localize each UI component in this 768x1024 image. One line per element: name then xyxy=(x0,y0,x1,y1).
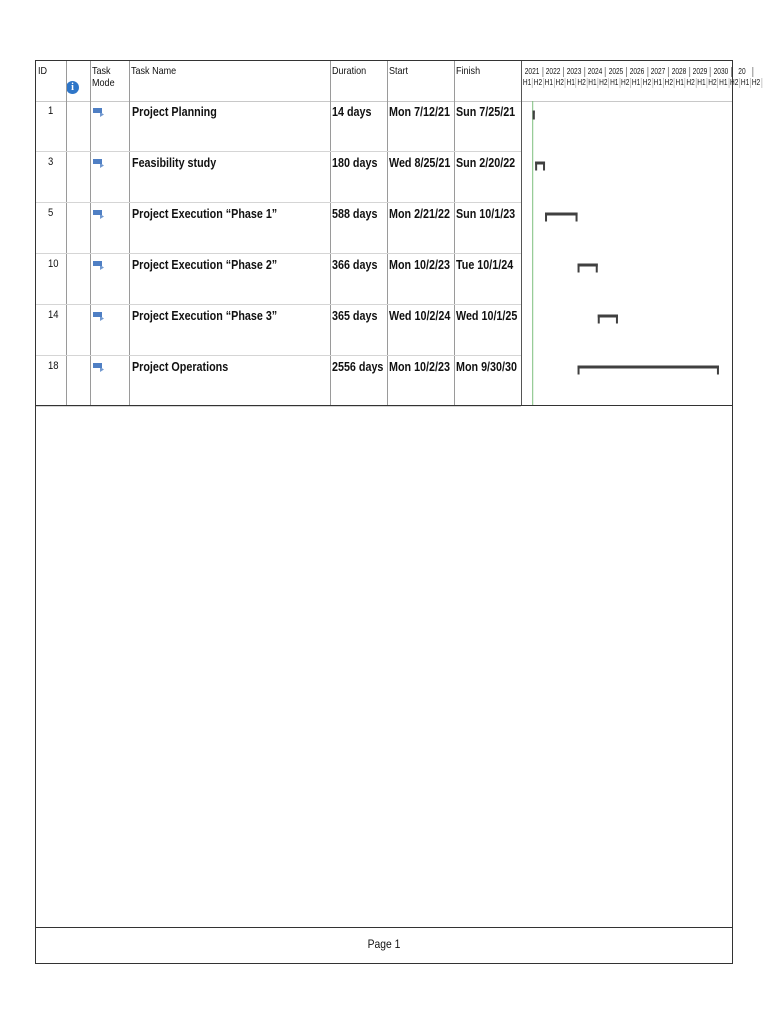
info-icon: i xyxy=(66,81,79,94)
task-start[interactable]: Mon 2/21/22 xyxy=(389,207,450,221)
task-id: 18 xyxy=(48,360,59,372)
task-start[interactable]: Mon 10/2/23 xyxy=(389,360,450,374)
gantt-bar[interactable] xyxy=(598,315,618,324)
timeline-year-label: 2022 xyxy=(543,67,564,77)
gantt-bar[interactable] xyxy=(535,162,545,171)
timeline-year-label: 2030 xyxy=(711,67,732,77)
timeline-half-label: H2 xyxy=(599,78,608,87)
task-duration[interactable]: 365 days xyxy=(332,309,378,323)
timeline-year-label: 2028 xyxy=(669,67,690,77)
table-row[interactable] xyxy=(36,254,521,305)
task-id: 1 xyxy=(48,105,54,117)
task-finish[interactable]: Wed 10/1/25 xyxy=(456,309,518,323)
timeline-half-label: H1 xyxy=(522,78,532,87)
task-duration[interactable]: 2556 days xyxy=(332,360,384,374)
task-start[interactable]: Mon 7/12/21 xyxy=(389,105,450,119)
gantt-bar[interactable] xyxy=(533,111,535,120)
table-row[interactable] xyxy=(36,101,521,152)
timeline-year-label: 2029 xyxy=(690,67,711,77)
timeline-half-label: H2 xyxy=(686,78,695,87)
task-name[interactable]: Project Execution “Phase 3” xyxy=(132,309,278,323)
table-header xyxy=(36,61,761,102)
timeline-year-label: 2023 xyxy=(564,67,585,77)
timeline-half-label: H2 xyxy=(730,78,739,87)
task-name[interactable]: Project Planning xyxy=(132,105,217,119)
header-start[interactable]: Start xyxy=(389,65,409,77)
timeline-half-label: H1 xyxy=(588,78,597,87)
task-name[interactable]: Project Execution “Phase 1” xyxy=(132,207,278,221)
timeline-half-label: H2 xyxy=(642,78,652,87)
timeline-half-label: H1 xyxy=(697,78,706,87)
timeline-year-label: 2026 xyxy=(627,67,648,77)
timeline-half-label: H1 xyxy=(544,78,554,87)
task-name[interactable]: Project Operations xyxy=(132,360,229,374)
task-finish[interactable]: Mon 9/30/30 xyxy=(456,360,517,374)
page-number: Page 1 xyxy=(367,937,401,951)
task-duration[interactable]: 14 days xyxy=(332,105,372,119)
auto-scheduled-task-icon xyxy=(93,362,105,372)
timeline-year-label: 2027 xyxy=(648,67,669,77)
auto-scheduled-task-icon xyxy=(93,311,105,321)
table-row[interactable] xyxy=(36,203,521,254)
table-row[interactable] xyxy=(36,152,521,203)
timeline-half-label: H1 xyxy=(740,78,750,87)
task-start[interactable]: Mon 10/2/23 xyxy=(389,258,450,272)
timeline-half-label: H1 xyxy=(610,78,619,87)
footer-divider xyxy=(36,927,732,928)
task-duration[interactable]: 180 days xyxy=(332,156,378,170)
auto-scheduled-task-icon xyxy=(93,158,105,168)
timeline-half-label: H2 xyxy=(533,78,543,87)
header-duration[interactable]: Duration xyxy=(332,65,367,77)
timeline-half-label: H1 xyxy=(631,78,641,87)
gantt-bar[interactable] xyxy=(578,366,719,375)
table-row[interactable] xyxy=(36,356,521,407)
task-id: 14 xyxy=(48,309,59,321)
task-duration[interactable]: 588 days xyxy=(332,207,378,221)
timeline-half-label: H1 xyxy=(719,78,728,87)
task-finish[interactable]: Tue 10/1/24 xyxy=(456,258,514,272)
gantt-chart xyxy=(522,101,734,405)
task-id: 3 xyxy=(48,156,54,168)
gantt-bar[interactable] xyxy=(545,213,578,222)
task-finish[interactable]: Sun 2/20/22 xyxy=(456,156,516,170)
task-finish[interactable]: Sun 7/25/21 xyxy=(456,105,516,119)
task-name[interactable]: Project Execution “Phase 2” xyxy=(132,258,278,272)
header-task-mode[interactable]: Task Mode xyxy=(92,65,115,89)
gantt-bar[interactable] xyxy=(578,264,598,273)
task-start[interactable]: Wed 8/25/21 xyxy=(389,156,451,170)
task-name[interactable]: Feasibility study xyxy=(132,156,217,170)
task-finish[interactable]: Sun 10/1/23 xyxy=(456,207,516,221)
timeline-year-label: 20 xyxy=(732,67,753,77)
header-id[interactable]: ID xyxy=(38,65,48,77)
table-row[interactable] xyxy=(36,305,521,356)
timeline-half-label: H1 xyxy=(653,78,663,87)
task-start[interactable]: Wed 10/2/24 xyxy=(389,309,451,323)
task-id: 5 xyxy=(48,207,54,219)
timeline-half-label: H2 xyxy=(751,78,761,87)
header-finish[interactable]: Finish xyxy=(456,65,481,77)
timeline-half-label: H2 xyxy=(577,78,586,87)
timeline-half-label: H1 xyxy=(566,78,575,87)
timeline-half-label: H1 xyxy=(675,78,684,87)
auto-scheduled-task-icon xyxy=(93,260,105,270)
timeline-halves xyxy=(522,78,762,88)
timeline-year-label: 2021 xyxy=(522,67,543,77)
timeline-half-label: H2 xyxy=(708,78,717,87)
timeline-half-label: H2 xyxy=(664,78,673,87)
task-id: 10 xyxy=(48,258,59,270)
task-duration[interactable]: 366 days xyxy=(332,258,378,272)
timeline-year-label: 2025 xyxy=(606,67,627,77)
timeline-half-label: H2 xyxy=(555,78,564,87)
timeline-years xyxy=(522,67,753,77)
header-task-name[interactable]: Task Name xyxy=(131,65,177,77)
gantt-table xyxy=(36,61,761,406)
timeline-year-label: 2024 xyxy=(585,67,606,77)
gantt-print-page xyxy=(35,60,761,964)
auto-scheduled-task-icon xyxy=(93,209,105,219)
auto-scheduled-task-icon xyxy=(93,107,105,117)
timeline-half-label: H2 xyxy=(620,78,630,87)
